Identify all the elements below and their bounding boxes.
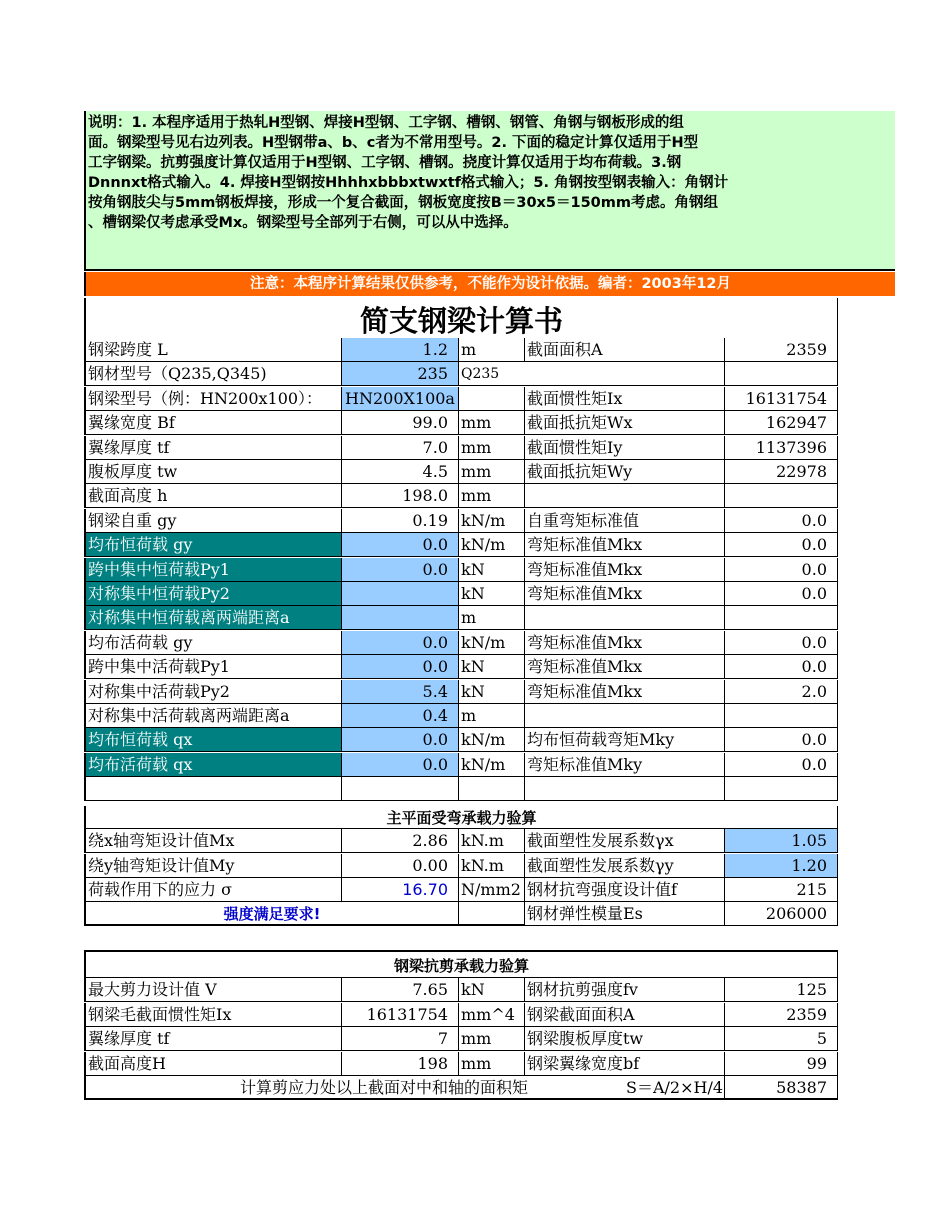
unit-cell: kN/m	[459, 728, 525, 752]
value-cell: 7.65	[342, 978, 459, 1002]
row-label-right: 弯矩标准值Mkx	[525, 533, 725, 557]
row-label: 对称集中活荷载离两端距离a	[84, 704, 342, 728]
page-title: 简支钢梁计算书	[84, 298, 838, 338]
bending-section-header: 主平面受弯承载力验算	[84, 806, 838, 829]
note-line: 说明：1. 本程序适用于热轧H型钢、焊接H型钢、工字钢、槽钢、钢管、角钢与钢板形成的组	[88, 115, 684, 131]
row-label: 跨中集中恒荷载Py1	[84, 558, 342, 582]
row-label: 对称集中活荷载Py2	[84, 680, 342, 704]
value-cell: 16131754	[342, 1003, 459, 1027]
value-cell-right	[725, 777, 838, 801]
notice-bar: 注意：本程序计算结果仅供参考，不能作为设计依据。编者：2003年12月	[84, 272, 895, 296]
unit-cell: kN	[459, 978, 525, 1002]
value-cell-right: 2359	[725, 338, 838, 362]
row-label: 对称集中恒荷载Py2	[84, 582, 342, 606]
value-cell-right: 125	[725, 978, 838, 1002]
notes-box	[84, 111, 895, 271]
row-label-right: 弯矩标准值Mkx	[525, 582, 725, 606]
row-label-right: 弯矩标准值Mkx	[525, 558, 725, 582]
es-value: 206000	[725, 902, 838, 926]
value-cell: 7	[342, 1027, 459, 1051]
value-cell-right: 2.0	[725, 680, 838, 704]
value-cell: 198.0	[342, 484, 459, 508]
unit-cell: m	[459, 704, 525, 728]
row-label-right: 钢梁腹板厚度tw	[525, 1027, 725, 1051]
row-label: 绕x轴弯矩设计值Mx	[84, 829, 342, 853]
input-cell[interactable]: 0.0	[342, 655, 459, 679]
unit-cell: mm	[459, 436, 525, 460]
value-cell: 0.00	[342, 854, 459, 878]
unit-cell: mm	[459, 1027, 525, 1051]
row-label: 翼缘厚度 tf	[84, 436, 342, 460]
row-label-right: 截面塑性发展系数γx	[525, 829, 725, 853]
row-label: 钢材型号（Q235,Q345)	[84, 362, 342, 386]
row-label: 荷载作用下的应力 σ	[84, 878, 342, 902]
row-label: 钢梁自重 gy	[84, 509, 342, 533]
row-label: 翼缘宽度 Bf	[84, 411, 342, 435]
value-cell-right	[725, 484, 838, 508]
value-cell: 0.19	[342, 509, 459, 533]
row-label-right: 钢梁翼缘宽度bf	[525, 1052, 725, 1076]
result-blank	[459, 902, 525, 926]
row-label: 均布恒荷载 qx	[84, 728, 342, 752]
row-label-right: 弯矩标准值Mkx	[525, 631, 725, 655]
row-label-right: 钢材抗剪强度fv	[525, 978, 725, 1002]
value-cell-right: 0.0	[725, 631, 838, 655]
unit-cell	[459, 777, 525, 801]
row-label: 钢梁毛截面惯性矩Ix	[84, 1003, 342, 1027]
value-cell: 7.0	[342, 436, 459, 460]
row-label: 钢梁跨度 L	[84, 338, 342, 362]
unit-cell: mm	[459, 1052, 525, 1076]
row-label-right: 截面抵抗矩Wy	[525, 460, 725, 484]
value-cell-right: 0.0	[725, 728, 838, 752]
input-cell[interactable]: 0.0	[342, 533, 459, 557]
row-label-right: 截面塑性发展系数γy	[525, 854, 725, 878]
row-label: 均布恒荷载 gy	[84, 533, 342, 557]
moment-area-value: 58387	[725, 1076, 838, 1100]
note-line: 按角钢肢尖与5mm钢板焊接，形成一个复合截面，钢板宽度按B＝30x5＝150mm考虑。角钢组	[88, 195, 718, 211]
value-cell-right: 0.0	[725, 655, 838, 679]
value-cell-right	[725, 606, 838, 630]
value-cell-right: 215	[725, 878, 838, 902]
value-cell	[342, 777, 459, 801]
unit-cell: kN.m	[459, 854, 525, 878]
input-cell[interactable]: 0.0	[342, 753, 459, 777]
input-cell[interactable]: 1.2	[342, 338, 459, 362]
note-line: Dnnnxt格式输入。4. 焊接H型钢按Hhhhxbbbxtwxtf格式输入；5. 角钢按型钢表输入：角钢计	[88, 175, 729, 191]
note-line: 工字钢梁。抗剪强度计算仅适用于H型钢、工字钢、槽钢。挠度计算仅适用于均布荷载。3.钢	[88, 155, 682, 171]
value-cell-right: 22978	[725, 460, 838, 484]
value-cell-right: 2359	[725, 1003, 838, 1027]
unit-cell: m	[459, 606, 525, 630]
value-cell-right	[725, 362, 838, 386]
input-cell[interactable]: 1.20	[725, 854, 838, 878]
unit-cell: m	[459, 338, 525, 362]
value-cell-right: 0.0	[725, 558, 838, 582]
row-label-right: 截面惯性矩Iy	[525, 436, 725, 460]
strength-result-text: 强度满足要求!	[223, 905, 321, 923]
value-cell: 4.5	[342, 460, 459, 484]
value-cell: 198	[342, 1052, 459, 1076]
row-label: 最大剪力设计值 V	[84, 978, 342, 1002]
unit-cell: kN/m	[459, 753, 525, 777]
row-label-right: 截面惯性矩Ix	[525, 387, 725, 411]
row-label-right	[525, 606, 725, 630]
es-label: 钢材弹性模量Es	[525, 902, 725, 926]
moment-area-formula: S＝A/2×H/4	[624, 1076, 725, 1100]
value-cell-right: 0.0	[725, 753, 838, 777]
input-cell[interactable]: 0.0	[342, 558, 459, 582]
unit-cell: kN.m	[459, 829, 525, 853]
moment-area-label	[84, 1076, 624, 1100]
row-label-right: 钢材抗弯强度设计值f	[525, 878, 725, 902]
input-cell[interactable]: 0.0	[342, 728, 459, 752]
row-label: 对称集中恒荷载离两端距离a	[84, 606, 342, 630]
input-cell[interactable]	[342, 582, 459, 606]
row-label-right	[525, 777, 725, 801]
input-cell[interactable]	[342, 606, 459, 630]
row-label: 腹板厚度 tw	[84, 460, 342, 484]
value-cell-right: 162947	[725, 411, 838, 435]
unit-cell: kN	[459, 582, 525, 606]
input-cell[interactable]: 235	[342, 362, 459, 386]
unit-cell	[459, 387, 525, 411]
row-label-right	[525, 704, 725, 728]
value-cell-right: 5	[725, 1027, 838, 1051]
value-cell-right: 99	[725, 1052, 838, 1076]
input-cell[interactable]: HN200X100a	[342, 387, 459, 411]
unit-cell: mm	[459, 484, 525, 508]
strength-result	[84, 902, 459, 926]
row-label-right: 弯矩标准值Mky	[525, 753, 725, 777]
input-cell[interactable]: 1.05	[725, 829, 838, 853]
unit-cell: mm^4	[459, 1003, 525, 1027]
moment-area-text: 计算剪应力处以上截面对中和轴的面积矩	[239, 1078, 528, 1097]
value-cell: 99.0	[342, 411, 459, 435]
unit-cell: kN/m	[459, 631, 525, 655]
value-cell-right: 16131754	[725, 387, 838, 411]
unit-cell: kN	[459, 655, 525, 679]
row-label: 均布活荷载 gy	[84, 631, 342, 655]
unit-cell: mm	[459, 460, 525, 484]
value-cell-right: 0.0	[725, 509, 838, 533]
value-cell-right: 1137396	[725, 436, 838, 460]
input-cell[interactable]: 0.0	[342, 631, 459, 655]
row-label: 截面高度H	[84, 1052, 342, 1076]
row-label-right	[525, 484, 725, 508]
row-label: 跨中集中活荷载Py1	[84, 655, 342, 679]
row-label-right: 弯矩标准值Mkx	[525, 680, 725, 704]
unit-cell: kN	[459, 680, 525, 704]
shear-section-header: 钢梁抗剪承载力验算	[84, 952, 838, 978]
row-label: 翼缘厚度 tf	[84, 1027, 342, 1051]
row-label: 钢梁型号（例：HN200x100）：	[84, 387, 342, 411]
row-label-right: 均布恒荷载弯矩Mky	[525, 728, 725, 752]
note-line: 面。钢梁型号见右边列表。H型钢带a、b、c者为不常用型号。2. 下面的稳定计算仅适用于H型	[88, 135, 699, 151]
unit-cell: kN/m	[459, 509, 525, 533]
value-cell-right: 0.0	[725, 582, 838, 606]
input-cell[interactable]: 0.4	[342, 704, 459, 728]
unit-cell: N/mm2	[459, 878, 525, 902]
value-cell: 2.86	[342, 829, 459, 853]
value-cell-right	[725, 704, 838, 728]
row-label-right: 截面面积A	[525, 338, 725, 362]
row-label: 截面高度 h	[84, 484, 342, 508]
unit-cell: mm	[459, 411, 525, 435]
row-label-right: 钢梁截面面积A	[525, 1003, 725, 1027]
unit-cell: Q235	[459, 362, 725, 386]
row-label-right: 弯矩标准值Mkx	[525, 655, 725, 679]
note-line: 、槽钢梁仅考虑承受Mx。钢梁型号全部列于右侧，可以从中选择。	[88, 215, 518, 231]
value-cell-right: 0.0	[725, 533, 838, 557]
value-cell: 16.70	[342, 878, 459, 902]
row-label: 均布活荷载 qx	[84, 753, 342, 777]
unit-cell: kN/m	[459, 533, 525, 557]
unit-cell: kN	[459, 558, 525, 582]
row-label	[84, 777, 342, 801]
row-label-right: 自重弯矩标准值	[525, 509, 725, 533]
row-label: 绕y轴弯矩设计值My	[84, 854, 342, 878]
input-cell[interactable]: 5.4	[342, 680, 459, 704]
row-label-right: 截面抵抗矩Wx	[525, 411, 725, 435]
